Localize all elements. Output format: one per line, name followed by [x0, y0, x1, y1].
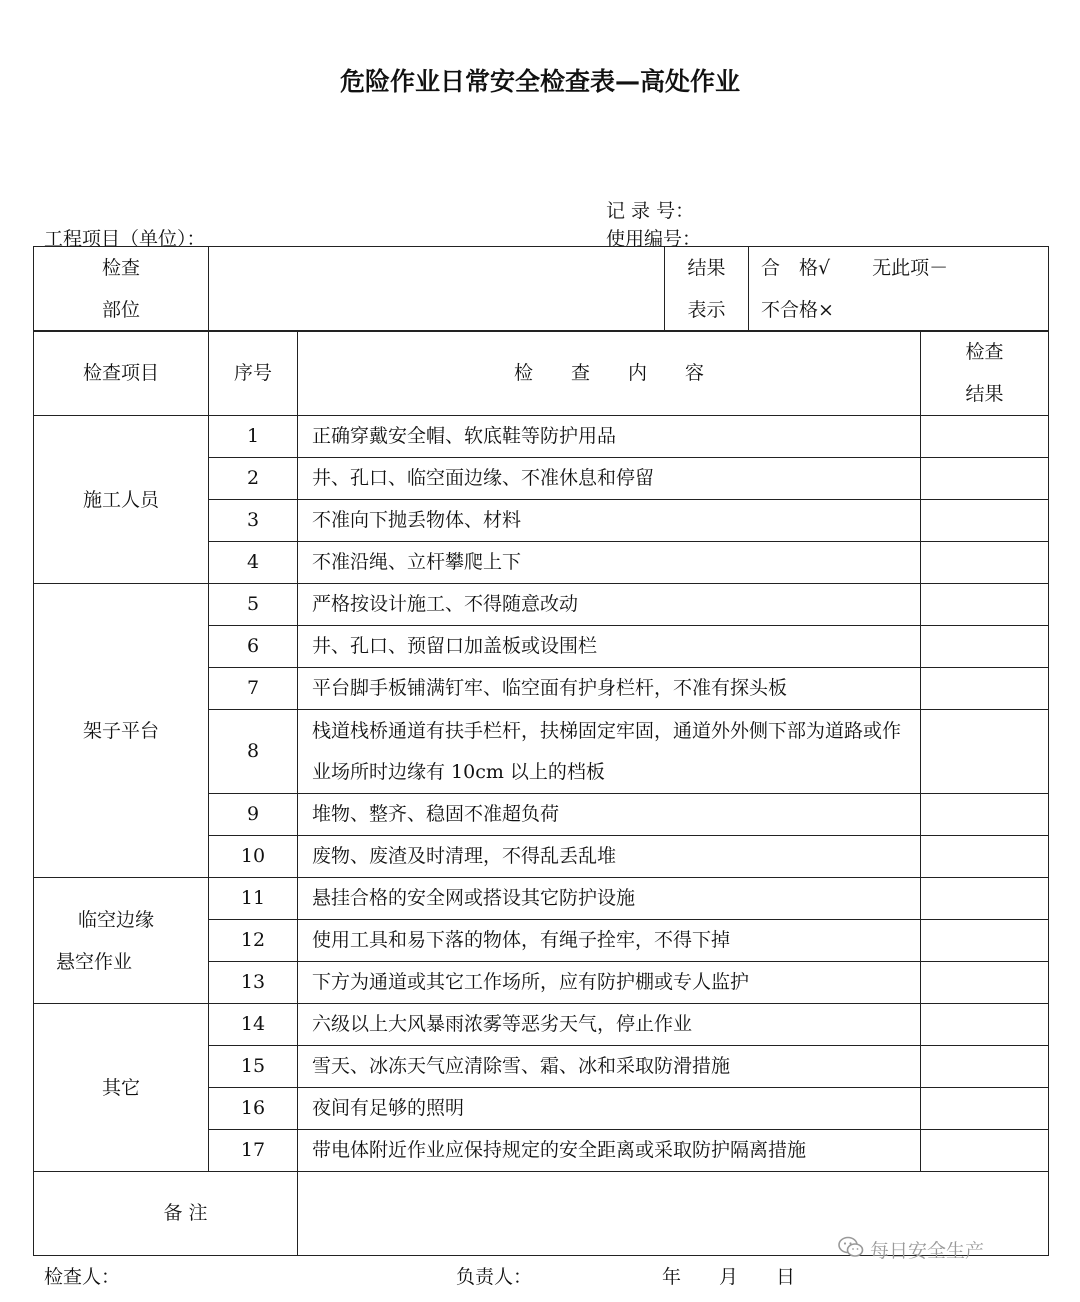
- record-number-label: 记 录 号：: [606, 200, 695, 222]
- check-result-cell[interactable]: [921, 710, 1049, 794]
- legend-pass: 合 格√: [761, 257, 831, 279]
- check-content: 不准沿绳、立杆攀爬上下: [298, 542, 921, 584]
- watermark-text: 每日安全生产: [870, 1240, 985, 1262]
- check-result-cell[interactable]: [921, 1130, 1049, 1172]
- inspector-label: 检查人：: [44, 1266, 121, 1288]
- check-content: 下方为通道或其它工作场所，应有防护棚或专人监护: [298, 962, 921, 1004]
- check-result-cell[interactable]: [921, 962, 1049, 1004]
- watermark: [838, 1236, 984, 1263]
- check-content: 六级以上大风暴雨浓雾等恶劣天气，停止作业: [298, 1004, 921, 1046]
- check-content: 雪天、冰冻天气应清除雪、霜、冰和采取防滑措施: [298, 1046, 921, 1088]
- table-row: [34, 1004, 1049, 1046]
- check-result-cell[interactable]: [921, 878, 1049, 920]
- row-number: 2: [209, 458, 298, 500]
- check-content: 栈道栈桥通道有扶手栏杆，扶梯固定牢固，通道外外侧下部为道路或作业场所时边缘有 10cm 以上的档板: [298, 710, 921, 794]
- check-result-cell[interactable]: [921, 794, 1049, 836]
- check-content: 平台脚手板铺满钉牢、临空面有护身栏杆，不准有探头板: [298, 668, 921, 710]
- check-result-cell[interactable]: [921, 1046, 1049, 1088]
- check-result-cell[interactable]: [921, 1088, 1049, 1130]
- check-content: 悬挂合格的安全网或搭设其它防护设施: [298, 878, 921, 920]
- table-row: [34, 584, 1049, 626]
- wechat-icon: [838, 1236, 864, 1263]
- table-row: [34, 878, 1049, 920]
- date-label: 年 月 日: [662, 1266, 796, 1288]
- inspection-part-value[interactable]: [209, 247, 665, 332]
- check-result-cell[interactable]: [921, 416, 1049, 458]
- check-content: 严格按设计施工、不得随意改动: [298, 584, 921, 626]
- check-content: 井、孔口、预留口加盖板或设围栏: [298, 626, 921, 668]
- checklist-table: [33, 330, 1049, 1256]
- column-header-seq: 序号: [209, 331, 298, 416]
- check-result-cell[interactable]: [921, 920, 1049, 962]
- row-number: 8: [209, 710, 298, 794]
- row-number: 17: [209, 1130, 298, 1172]
- check-result-cell[interactable]: [921, 836, 1049, 878]
- check-content: 堆物、整齐、稳固不准超负荷: [298, 794, 921, 836]
- check-result-cell[interactable]: [921, 500, 1049, 542]
- row-number: 5: [209, 584, 298, 626]
- check-content: 不准向下抛丢物体、材料: [298, 500, 921, 542]
- check-result-cell[interactable]: [921, 668, 1049, 710]
- legend-na: 无此项－: [872, 257, 949, 279]
- group-label: 临空边缘 悬空作业: [34, 878, 209, 1004]
- row-number: 4: [209, 542, 298, 584]
- row-number: 3: [209, 500, 298, 542]
- use-number-label: 使用编号：: [606, 228, 702, 250]
- row-number: 11: [209, 878, 298, 920]
- row-number: 15: [209, 1046, 298, 1088]
- result-legend-label: 结果 表示: [665, 247, 749, 332]
- check-result-cell[interactable]: [921, 584, 1049, 626]
- group-label: 施工人员: [34, 416, 209, 584]
- legend-fail: 不合格×: [761, 299, 834, 321]
- responsible-label: 负责人：: [456, 1266, 533, 1288]
- result-legend: [749, 247, 1049, 332]
- row-number: 10: [209, 836, 298, 878]
- column-header-content: 检 查 内 容: [298, 331, 921, 416]
- check-result-cell[interactable]: [921, 626, 1049, 668]
- row-number: 9: [209, 794, 298, 836]
- column-header-result: 检查 结果: [921, 331, 1049, 416]
- check-content: 废物、废渣及时清理，不得乱丢乱堆: [298, 836, 921, 878]
- check-content: 夜间有足够的照明: [298, 1088, 921, 1130]
- inspection-part-label: 检查 部位: [34, 247, 209, 332]
- group-label: 架子平台: [34, 584, 209, 878]
- row-number: 14: [209, 1004, 298, 1046]
- table-row: [34, 416, 1049, 458]
- check-content: 带电体附近作业应保持规定的安全距离或采取防护隔离措施: [298, 1130, 921, 1172]
- check-result-cell[interactable]: [921, 458, 1049, 500]
- check-content: 使用工具和易下落的物体，有绳子拴牢，不得下掉: [298, 920, 921, 962]
- check-result-cell[interactable]: [921, 1004, 1049, 1046]
- remarks-label: 备 注: [34, 1172, 298, 1256]
- check-content: 正确穿戴安全帽、软底鞋等防护用品: [298, 416, 921, 458]
- header-row: [34, 331, 1049, 416]
- project-label: 工程项目（单位）：: [44, 228, 206, 250]
- check-content: 井、孔口、临空面边缘、不准休息和停留: [298, 458, 921, 500]
- check-result-cell[interactable]: [921, 542, 1049, 584]
- row-number: 13: [209, 962, 298, 1004]
- group-label: 其它: [34, 1004, 209, 1172]
- row-number: 16: [209, 1088, 298, 1130]
- row-number: 12: [209, 920, 298, 962]
- row-number: 1: [209, 416, 298, 458]
- column-header-item: 检查项目: [34, 331, 209, 416]
- inspection-part-table: [33, 246, 1049, 332]
- page-title: 危险作业日常安全检查表—高处作业: [339, 67, 740, 96]
- row-number: 6: [209, 626, 298, 668]
- row-number: 7: [209, 668, 298, 710]
